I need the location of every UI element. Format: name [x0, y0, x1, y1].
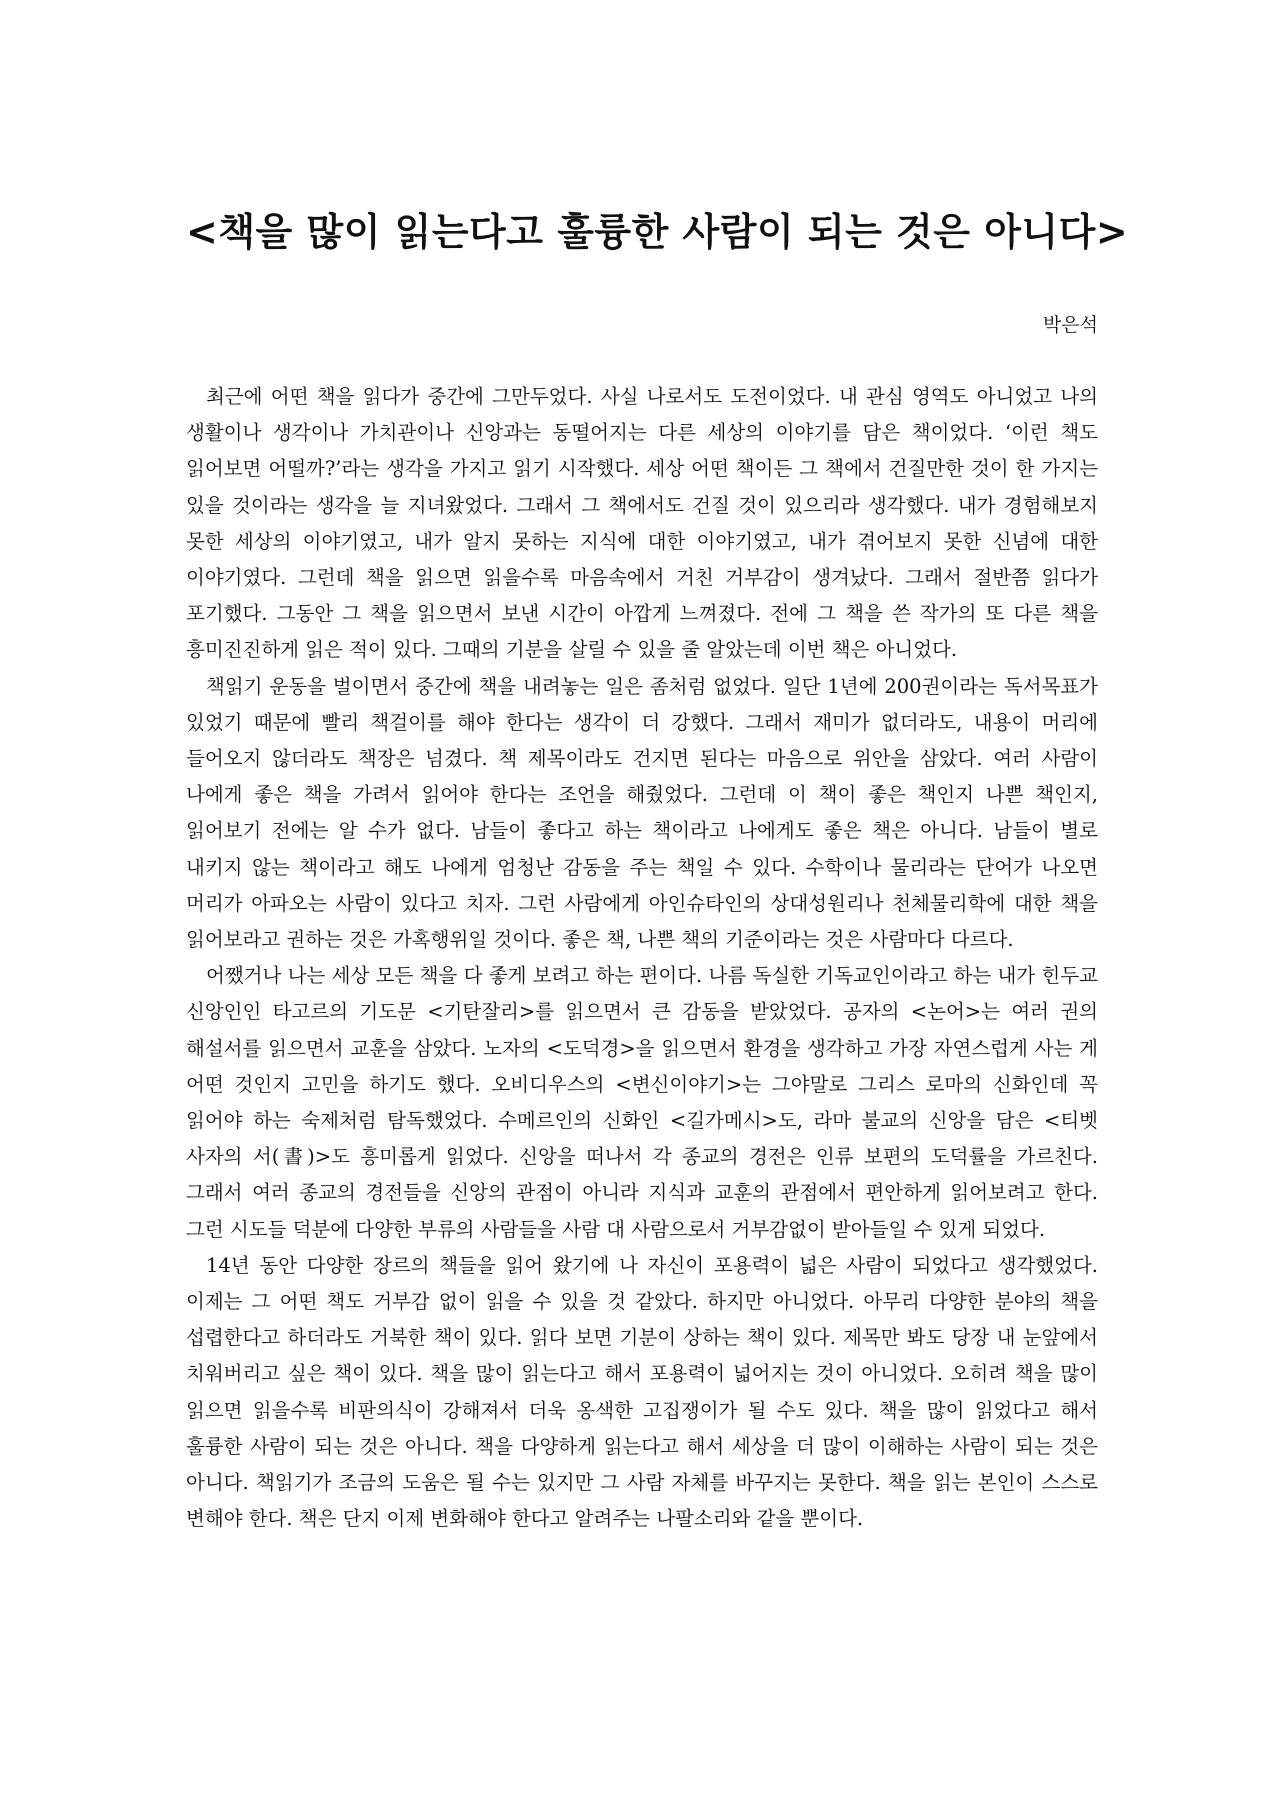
document-author: 박은석 — [1042, 314, 1098, 336]
paragraph-1: 최근에 어떤 책을 읽다가 중간에 그만두었다. 사실 나로서도 도전이었다. 내 관심 영역도 아니었고 나의 생활이나 생각이나 가치관이나 신앙과는 동떨어지는 다른 세상의 이야기를 담은 책이었다. ‘이런 책도 읽어보면 어떨까?’라는 생각을 가지고 읽기 시작했다. 세상 어떤 책이든 그 책에서 건질만한 것이 한 가지는 있을 것이라는 생각을 늘 지녀왔었다. 그래서 그 책에서도 건질 것이 있으리라 생각했다. 내가 경험해보지 못한 세상의 이야기였고, 내가 알지 못하는 지식에 대한 이야기였고, 내가 겪어보지 못한 신념에 대한 이야기였다. 그런데 책을 읽으면 읽을수록 마음속에서 거친 거부감이 생겨났다. 그래서 절반쯤 읽다가 포기했다. 그동안 그 책을 읽으면서 보낸 시간이 아깝게 느껴졌다. 전에 그 책을 쓴 작가의 또 다른 책을 흥미진진하게 읽은 적이 있다. 그때의 기분을 살릴 수 있을 줄 알았는데 이번 책은 아니었다. — [186, 385, 1098, 662]
paragraph-3: 어쨌거나 나는 세상 모든 책을 다 좋게 보려고 하는 편이다. 나름 독실한 기독교인이라고 하는 내가 힌두교 신앙인인 타고르의 기도문 <기탄잘리>를 읽으면서 큰 감동을 받았었다. 공자의 <논어>는 여러 권의 해설서를 읽으면서 교훈을 삼았다. 노자의 <도덕경>을 읽으면서 환경을 생각하고 가장 자연스럽게 사는 게 어떤 것인지 고민을 하기도 했다. 오비디우스의 <변신이야기>는 그야말로 그리스 로마의 신화인데 꼭 읽어야 하는 숙제처럼 탐독했었다. 수메르인의 신화인 <길가메시>도, 라마 불교의 신앙을 담은 <티벳 사자의 서(書)>도 흥미롭게 읽었다. 신앙을 떠나서 각 종교의 경전은 인류 보편의 도덕률을 가르친다. 그래서 여러 종교의 경전들을 신앙의 관점이 아니라 지식과 교훈의 관점에서 편안하게 읽어보려고 한다. 그런 시도들 덕분에 다양한 부류의 사람들을 사람 대 사람으로서 거부감없이 받아들일 수 있게 되었다. — [186, 964, 1098, 1241]
paragraph-4: 14년 동안 다양한 장르의 책들을 읽어 왔기에 나 자신이 포용력이 넓은 사람이 되었다고 생각했었다. 이제는 그 어떤 책도 거부감 없이 읽을 수 있을 것 같았다. 하지만 아니었다. 아무리 다양한 분야의 책을 섭렵한다고 하더라도 거북한 책이 있다. 읽다 보면 기분이 상하는 책이 있다. 제목만 봐도 당장 내 눈앞에서 치워버리고 싶은 책이 있다. 책을 많이 읽는다고 해서 포용력이 넓어지는 것이 아니었다. 오히려 책을 많이 읽으면 읽을수록 비판의식이 강해져서 더욱 옹색한 고집쟁이가 될 수도 있다. 책을 많이 읽었다고 해서 훌륭한 사람이 되는 것은 아니다. 책을 다양하게 읽는다고 해서 세상을 더 많이 이해하는 사람이 되는 것은 아니다. 책읽기가 조금의 도움은 될 수는 있지만 그 사람 자체를 바꾸지는 못한다. 책을 읽는 본인이 스스로 변해야 한다. 책은 단지 이제 변화해야 한다고 알려주는 나팔소리와 같을 뿐이다. — [186, 1253, 1098, 1531]
paragraph-2: 책읽기 운동을 벌이면서 중간에 책을 내려놓는 일은 좀처럼 없었다. 일단 1년에 200권이라는 독서목표가 있었기 때문에 빨리 책걸이를 해야 한다는 생각이 더 강했다. 그래서 재미가 없더라도, 내용이 머리에 들어오지 않더라도 책장은 넘겼다. 책 제목이라도 건지면 된다는 마음으로 위안을 삼았다. 여러 사람이 나에게 좋은 책을 가려서 읽어야 한다는 조언을 해줬었다. 그런데 이 책이 좋은 책인지 나쁜 책인지, 읽어보기 전에는 알 수가 없다. 남들이 좋다고 하는 책이라고 나에게도 좋은 책은 아니다. 남들이 별로 내키지 않는 책이라고 해도 나에게 엄청난 감동을 주는 책일 수 있다. 수학이나 물리라는 단어가 나오면 머리가 아파오는 사람이 있다고 치자. 그런 사람에게 아인슈타인의 상대성원리나 천체물리학에 대한 책을 읽어보라고 권하는 것은 가혹행위일 것이다. 좋은 책, 나쁜 책의 기준이라는 것은 사람마다 다르다. — [186, 674, 1098, 952]
document-body — [186, 379, 1098, 1538]
document-title: <책을 많이 읽는다고 훌륭한 사람이 되는 것은 아니다> — [186, 210, 1129, 254]
